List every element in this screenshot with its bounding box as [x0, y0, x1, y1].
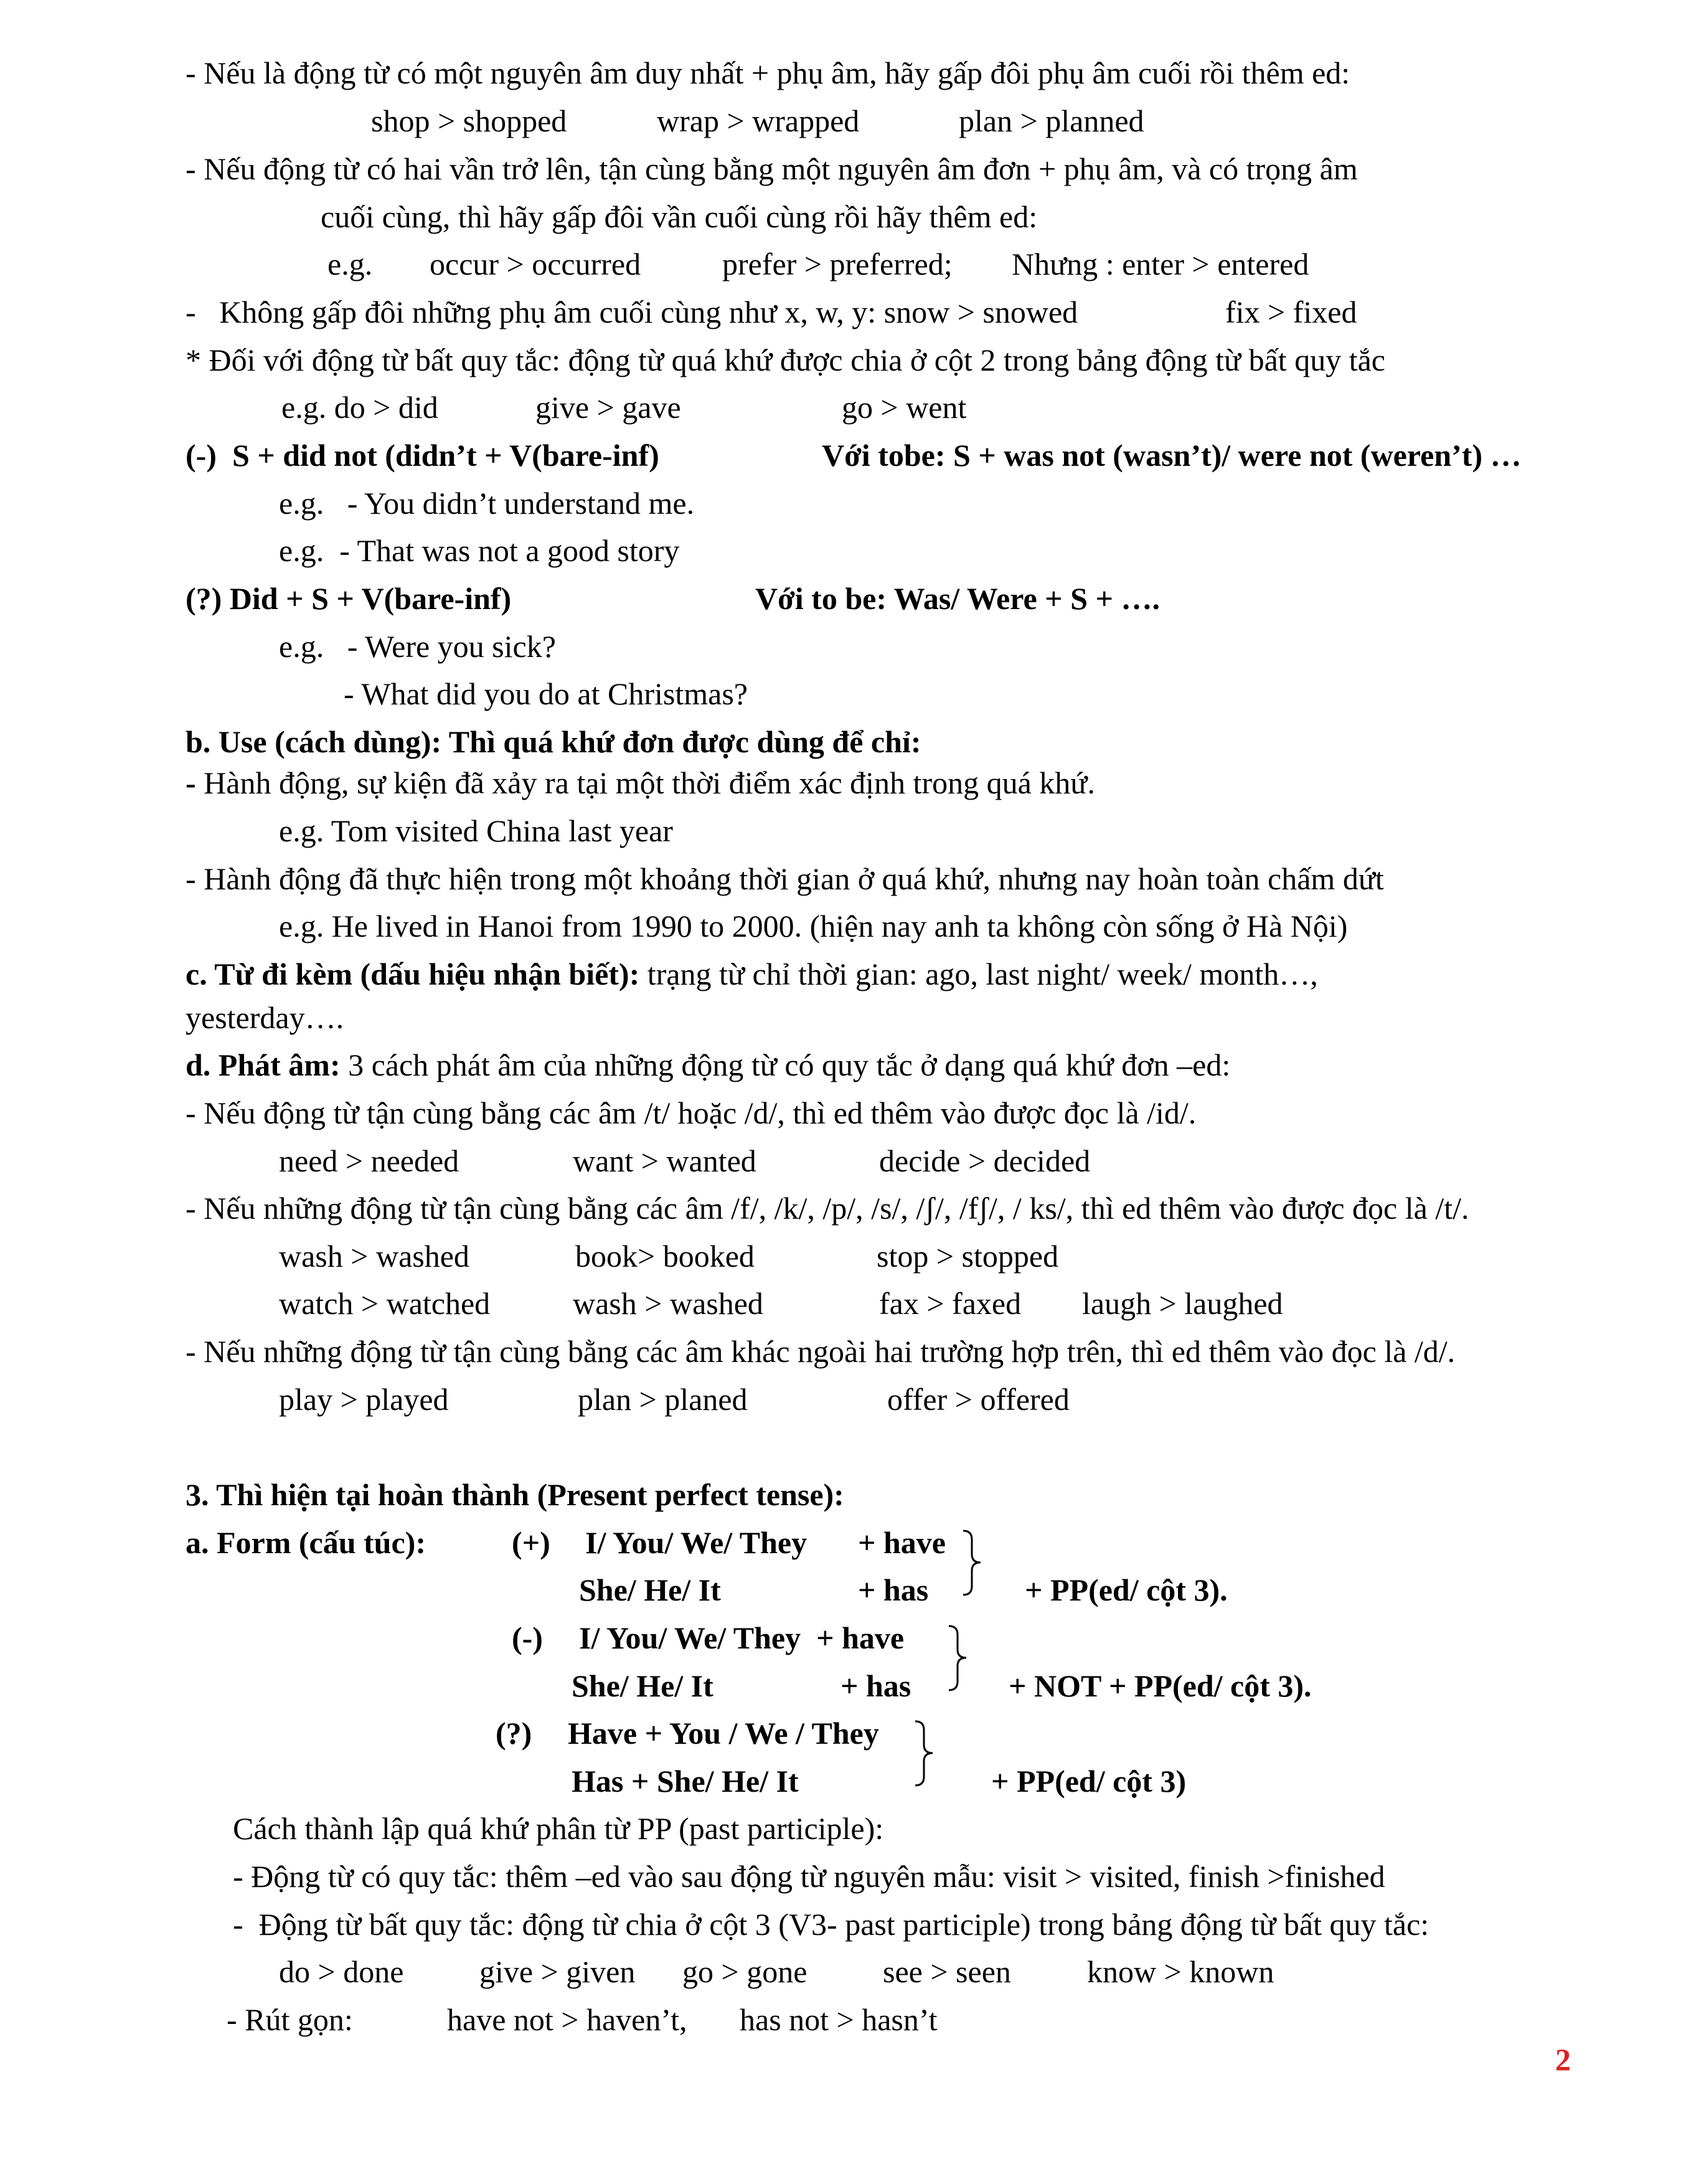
example-plan: plan > planned — [959, 103, 1144, 138]
example-need: need > needed — [279, 1143, 459, 1178]
example-play: play > played — [279, 1382, 449, 1417]
question-example-2: - What did you do at Christmas? — [344, 676, 748, 711]
short-form-have: have not > haven’t, — [447, 2002, 687, 2037]
positive-sign: (+) — [512, 1525, 550, 1560]
pp-irregular: - Động từ bất quy tắc: động từ chia ở cột 3 (V3- past participle) trong bảng động từ bất quy tắc: — [233, 1907, 1429, 1942]
negative-subjects-singular: She/ He/ It — [572, 1668, 713, 1703]
rule-irregular: * Đối với động từ bất quy tắc: động từ quá khứ được chia ở cột 2 trong bảng động từ bất quy tắc — [186, 343, 1385, 377]
page-number: 2 — [1555, 2042, 1571, 2077]
example-go: go > went — [842, 390, 967, 425]
use-example-2: e.g. He lived in Hanoi from 1990 to 2000. (hiện nay anh ta không còn sống ở Hà Nội) — [279, 909, 1348, 943]
use-item-1-dash: - — [186, 765, 196, 800]
pronunciation-heading: d. Phát âm: — [186, 1047, 341, 1082]
question-example-1: e.g. - Were you sick? — [279, 629, 556, 664]
negative-example-2: e.g. - That was not a good story — [279, 533, 680, 568]
positive-subjects-singular: She/ He/ It — [579, 1572, 721, 1607]
positive-has: + has — [858, 1572, 929, 1607]
example-fax: fax > faxed — [879, 1286, 1022, 1321]
pronunciation-line — [186, 1049, 1230, 1080]
use-example-1: e.g. Tom visited China last year — [279, 813, 673, 848]
positive-subjects-plural: I/ You/ We/ They — [585, 1525, 808, 1560]
example-wrap: wrap > wrapped — [657, 103, 860, 138]
short-form-label: - Rút gọn: — [227, 2002, 353, 2037]
use-item-1-text: Hành động, sự kiện đã xảy ra tại một thời điểm xác định trong quá khứ. — [195, 765, 1095, 800]
positive-result: + PP(ed/ cột 3). — [1025, 1572, 1228, 1607]
rule-t: - Nếu những động từ tận cùng bằng các âm /f/, /k/, /p/, /s/, /ʃ/, /fʃ/, / ks/, thì ed thêm vào được đọc là /t/. — [186, 1191, 1469, 1226]
rule-double-single-vowel: - Nếu là động từ có một nguyên âm duy nhất + phụ âm, hãy gấp đôi phụ âm cuối rồi thêm ed: — [186, 55, 1350, 90]
example-plan-d: plan > planed — [578, 1382, 748, 1417]
example-laugh: laugh > laughed — [1082, 1286, 1283, 1321]
example-do: e.g. do > did — [281, 390, 438, 425]
example-give: give > gave — [535, 390, 681, 425]
question-subjects-singular: Has + She/ He/ It — [572, 1764, 799, 1799]
use-heading: b. Use (cách dùng): Thì quá khứ đơn được dùng để chỉ: — [186, 724, 921, 759]
question-result: + PP(ed/ cột 3) — [991, 1764, 1187, 1799]
signal-text: trạng từ chỉ thời gian: ago, last night/ week/ month…, — [639, 957, 1318, 991]
example-offer: offer > offered — [887, 1382, 1070, 1417]
negative-formula: (-) S + did not (didn’t + V(bare-inf) — [186, 438, 659, 473]
signal-line — [186, 958, 1318, 990]
example-wash-2: wash > washed — [573, 1286, 763, 1321]
pp-intro: Cách thành lập quá khứ phân từ PP (past participle): — [233, 1811, 884, 1846]
negative-result: + NOT + PP(ed/ cột 3). — [1009, 1668, 1312, 1703]
eg-label: e.g. — [327, 247, 373, 281]
example-gone: go > gone — [682, 1954, 808, 1989]
right-brace-negative — [948, 1622, 969, 1694]
use-item-2: - Hành động đã thực hiện trong một khoảng thời gian ở quá khứ, nhưng nay hoàn toàn chấm dứt — [186, 861, 1384, 896]
negative-sign: (-) — [512, 1620, 543, 1655]
question-tobe: Với to be: Was/ Were + S + …. — [755, 581, 1160, 616]
example-enter: Nhưng : enter > entered — [1012, 247, 1309, 281]
positive-have: + have — [858, 1525, 946, 1560]
example-decide: decide > decided — [879, 1143, 1091, 1178]
example-given: give > given — [479, 1954, 636, 1989]
question-formula: (?) Did + S + V(bare-inf) — [186, 581, 512, 616]
example-fix: fix > fixed — [1225, 295, 1357, 329]
short-form-has: has not > hasn’t — [740, 2002, 938, 2037]
example-done: do > done — [279, 1954, 404, 1989]
negative-has: + has — [840, 1668, 911, 1703]
example-book: book> booked — [575, 1239, 755, 1274]
form-label: a. Form (cấu túc): — [186, 1525, 426, 1560]
pronunciation-intro: 3 cách phát âm của những động từ có quy tắc ở dạng quá khứ đơn –ed: — [340, 1047, 1231, 1082]
rule-double-stress-line1: - Nếu động từ có hai vần trở lên, tận cùng bằng một nguyên âm đơn + phụ âm, và có trọng âm — [186, 151, 1358, 186]
negative-subjects-plural: I/ You/ We/ They + have — [579, 1620, 905, 1655]
example-watch: watch > watched — [279, 1286, 491, 1321]
example-stop: stop > stopped — [877, 1239, 1059, 1274]
rule-no-double: - Không gấp đôi những phụ âm cuối cùng như x, w, y: snow > snowed — [186, 295, 1078, 329]
signal-heading: c. Từ đi kèm (dấu hiệu nhận biết): — [186, 957, 640, 991]
negative-tobe: Với tobe: S + was not (wasn’t)/ were not (weren’t) … — [822, 438, 1522, 473]
example-known: know > known — [1087, 1954, 1274, 1989]
example-prefer: prefer > preferred; — [722, 247, 953, 281]
present-perfect-heading: 3. Thì hiện tại hoàn thành (Present perfect tense): — [186, 1477, 844, 1512]
pp-regular: - Động từ có quy tắc: thêm –ed vào sau động từ nguyên mẫu: visit > visited, finish >finished — [233, 1859, 1385, 1894]
use-item-1 — [186, 767, 1095, 798]
example-seen: see > seen — [883, 1954, 1011, 1989]
rule-d: - Nếu những động từ tận cùng bằng các âm khác ngoài hai trường hợp trên, thì ed thêm vào đọc là /d/. — [186, 1334, 1456, 1369]
example-want: want > wanted — [573, 1143, 756, 1178]
example-shop: shop > shopped — [371, 103, 567, 138]
signal-text-continued: yesterday…. — [186, 1000, 344, 1035]
example-occur: occur > occurred — [430, 247, 641, 281]
right-brace-positive — [962, 1527, 983, 1599]
negative-example-1: e.g. - You didn’t understand me. — [279, 486, 695, 521]
rule-double-stress-line2: cuối cùng, thì hãy gấp đôi vần cuối cùng rồi hãy thêm ed: — [321, 199, 1038, 234]
rule-id: - Nếu động từ tận cùng bằng các âm /t/ hoặc /d/, thì ed thêm vào được đọc là /id/. — [186, 1095, 1197, 1130]
example-wash-1: wash > washed — [279, 1239, 469, 1274]
question-subjects-plural: Have + You / We / They — [568, 1716, 879, 1751]
right-brace-question — [914, 1718, 935, 1789]
question-sign: (?) — [496, 1716, 532, 1751]
